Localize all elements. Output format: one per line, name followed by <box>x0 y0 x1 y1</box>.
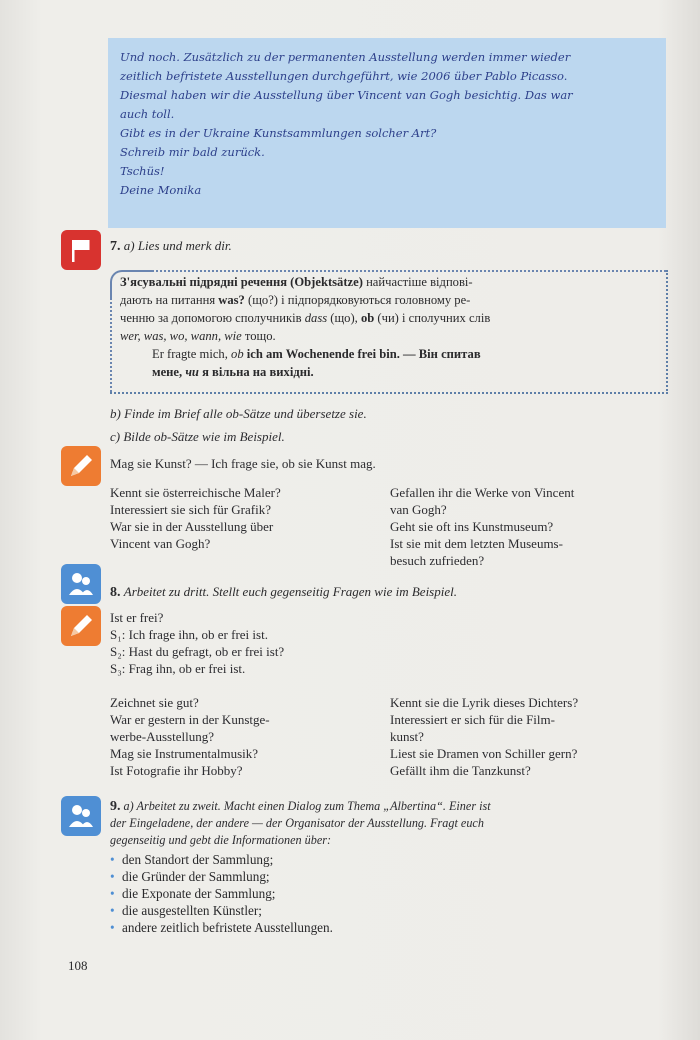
rule-text: (що), <box>327 311 361 325</box>
question: Kennt sie österreichische Maler? <box>110 485 281 500</box>
task8-header <box>110 584 457 601</box>
question: kunst? <box>390 729 424 744</box>
rule-keyword: dass <box>304 311 328 325</box>
question: Kennt sie die Lyrik dieses Dichters? <box>390 695 579 710</box>
grammar-box <box>110 270 668 394</box>
list-item: • andere zeitlich befristete Ausstellungen. <box>110 920 333 935</box>
task8-left-column <box>110 694 270 779</box>
example-line: S₂: Hast du gefragt, ob er frei ist? <box>110 644 285 659</box>
pencil-icon <box>61 446 101 486</box>
task7-left-column <box>110 484 281 552</box>
rule-keyword: wer, was, wo, wann, wie <box>120 329 242 343</box>
letter-line: Diesmal haben wir die Ausstellung über Vincent van Gogh besichtig. Das war <box>120 88 573 102</box>
question: War sie in der Ausstellung über <box>110 519 274 534</box>
rule-keyword: ob <box>360 311 375 325</box>
rule-text: дають на питання <box>120 293 219 307</box>
grammar-rule <box>120 273 660 381</box>
question: Mag sie Instrumentalmusik? <box>110 746 259 761</box>
rule-translation: мене, <box>152 365 186 379</box>
task7-header <box>110 238 232 255</box>
question: Interessiert er sich für die Film- <box>390 712 555 727</box>
instruction-line: gegenseitig und gebt die Informationen über: <box>110 833 332 847</box>
task8-right-column <box>390 694 578 779</box>
task-number: 8. <box>110 585 121 600</box>
letter-line: Tschüs! <box>120 164 165 178</box>
question: Gefallen ihr die Werke von Vincent <box>390 485 575 500</box>
question: Interessiert sie sich für Grafik? <box>110 502 271 517</box>
list-item-text: die Gründer der Sammlung; <box>122 869 270 884</box>
question: Ist Fotografie ihr Hobby? <box>110 763 243 778</box>
list-item: • die Gründer der Sammlung; <box>110 869 270 884</box>
list-item-text: andere zeitlich befristete Ausstellungen. <box>122 920 333 935</box>
rule-example: Er fragte mich, <box>152 347 232 361</box>
task8-example <box>110 609 284 677</box>
question: Gefällt ihm die Tanzkunst? <box>390 763 531 778</box>
rule-example: ich am Wochenende frei bin. — Він спитав <box>243 347 481 361</box>
task9-bullet-list <box>110 851 333 936</box>
rule-translation: я вільна на вихідні. <box>198 365 314 379</box>
task7-a: a) Lies und merk dir. <box>123 238 232 253</box>
task7-right-column <box>390 484 574 569</box>
rule-text: найчастіше відпові- <box>362 275 473 289</box>
letter-box <box>108 38 666 228</box>
question: Liest sie Dramen von Schiller gern? <box>390 746 578 761</box>
question: War er gestern in der Kunstge- <box>110 712 270 727</box>
task7-c: c) Bilde ob-Sätze wie im Beispiel. <box>110 429 285 444</box>
rule-text: (чи) і сполучних слів <box>374 311 491 325</box>
example-line: S₃: Frag ihn, ob er frei ist. <box>110 661 246 676</box>
example-line: Ist er frei? <box>110 610 164 625</box>
list-item-text: die Exponate der Sammlung; <box>122 886 276 901</box>
rule-text: (що?) і підпорядковуються головному ре- <box>244 293 471 307</box>
task7-b: b) Finde im Brief alle ob-Sätze und übersetze sie. <box>110 406 367 421</box>
rule-keyword: чи <box>185 365 199 379</box>
page-number: 108 <box>68 958 88 973</box>
rule-title: З'ясувальні підрядні речення (Objektsätze) <box>120 275 363 289</box>
question: besuch zufrieden? <box>390 553 485 568</box>
question: Zeichnet sie gut? <box>110 695 199 710</box>
question: werbe-Ausstellung? <box>110 729 214 744</box>
rule-text: тощо. <box>241 329 276 343</box>
pencil-icon <box>61 606 101 646</box>
list-item: • die ausgestellten Künstler; <box>110 903 262 918</box>
list-item-text: den Standort der Sammlung; <box>122 852 274 867</box>
list-item-text: die ausgestellten Künstler; <box>122 903 262 918</box>
question: Vincent van Gogh? <box>110 536 211 551</box>
people-icon <box>61 796 101 836</box>
question: Geht sie oft ins Kunstmuseum? <box>390 519 554 534</box>
letter-line: zeitlich befristete Ausstellungen durchgeführt, wie 2006 über Pablo Picasso. <box>120 69 568 83</box>
task-number: 9. <box>110 799 121 814</box>
rule-keyword: was? <box>218 293 245 307</box>
people-icon <box>61 564 101 604</box>
rule-keyword: ob <box>231 347 244 361</box>
task9-instruction <box>110 798 491 849</box>
question: Ist sie mit dem letzten Museums- <box>390 536 563 551</box>
letter-line: auch toll. <box>120 107 175 121</box>
letter-text <box>120 48 660 200</box>
instruction-line: a) Arbeitet zu zweit. Macht einen Dialog zum Thema „Albertina“. Einer ist <box>123 799 491 813</box>
list-item: • die Exponate der Sammlung; <box>110 886 276 901</box>
flag-icon <box>61 230 101 270</box>
letter-line: Deine Monika <box>120 183 202 197</box>
task7-example: Mag sie Kunst? — Ich frage sie, ob sie Kunst mag. <box>110 456 376 471</box>
letter-line: Schreib mir bald zurück. <box>120 145 265 159</box>
letter-line: Und noch. Zusätzlich zu der permanenten Ausstellung werden immer wieder <box>120 50 571 64</box>
rule-text: ченню за допомогою сполучників <box>120 311 305 325</box>
instruction-line: der Eingeladene, der andere — der Organisator der Ausstellung. Fragt euch <box>110 816 484 830</box>
letter-line: Gibt es in der Ukraine Kunstsammlungen solcher Art? <box>120 126 437 140</box>
question: van Gogh? <box>390 502 447 517</box>
list-item: • den Standort der Sammlung; <box>110 852 274 867</box>
task-number: 7. <box>110 239 121 254</box>
example-line: S₁: Ich frage ihn, ob er frei ist. <box>110 627 268 642</box>
task8-instruction: Arbeitet zu dritt. Stellt euch gegenseitig Fragen wie im Beispiel. <box>123 584 457 599</box>
